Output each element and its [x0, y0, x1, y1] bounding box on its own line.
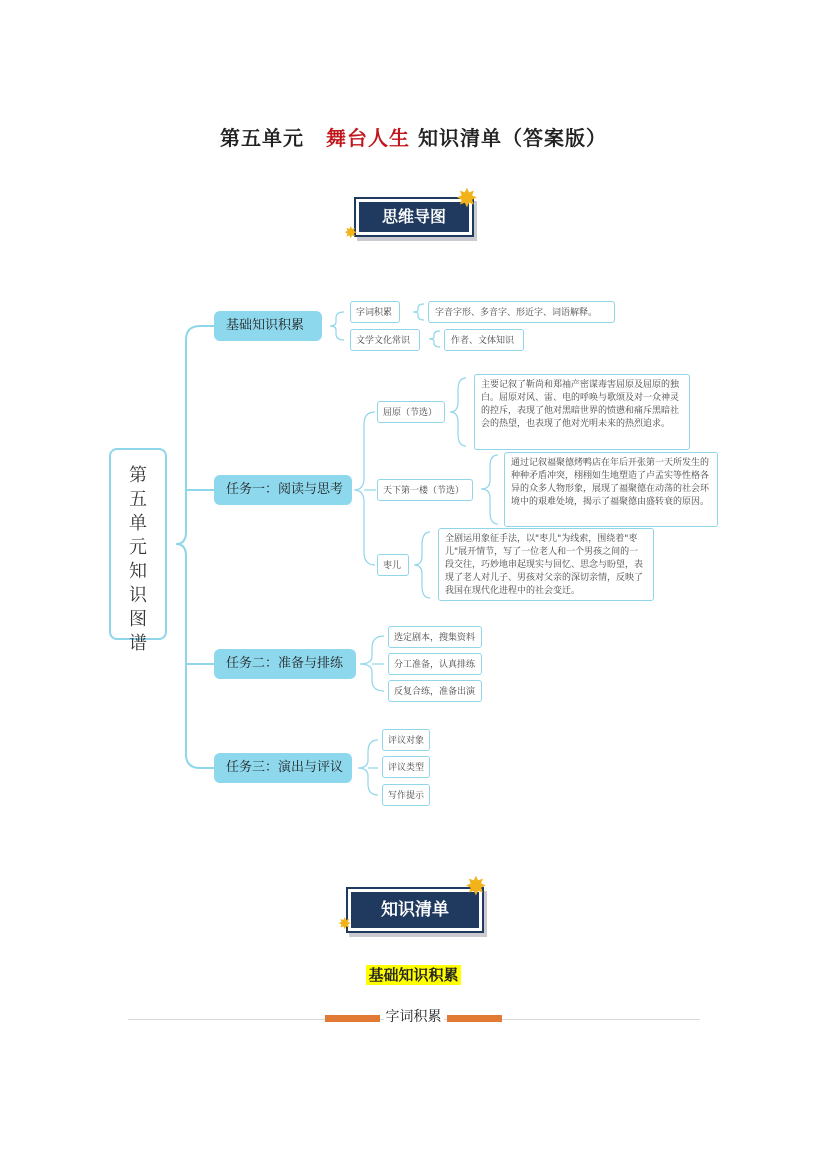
section-heading [0, 964, 827, 985]
node-vocabulary: 字词积累 [350, 301, 400, 323]
title-suffix: 知识清单（答案版） [418, 126, 607, 150]
section-heading-text: 基础知识积累 [368, 966, 459, 984]
node-tianxia-diyilou: 天下第一楼（节选） [377, 479, 473, 501]
detail-literary-knowledge: 作者、文体知识 [444, 329, 524, 351]
node-writing-tips: 写作提示 [382, 784, 430, 806]
branch-basic-knowledge: 基础知识积累 [214, 311, 322, 341]
title-theme: 舞台人生 [326, 126, 410, 150]
mindmap-root [109, 448, 167, 654]
node-quyuan: 屈原（节选） [377, 401, 445, 423]
branch-task-one: 任务一：阅读与思考 [214, 475, 352, 505]
star-icon: ✸ [465, 872, 487, 902]
node-zaoer: 枣儿 [377, 554, 409, 576]
knowledge-list-banner: 知识清单 [348, 889, 482, 931]
branch-task-two: 任务二：准备与排练 [214, 649, 356, 679]
detail-tianxia-diyilou: 通过记叙福聚德烤鸭店在年后开张第一天所发生的种种矛盾冲突，栩栩如生地塑造了卢孟实等性格各异的众多人物形象，展现了福聚德在动荡的社会环境中的艰难处境，揭示了福聚德由盛转衰的原因。 [504, 452, 718, 527]
detail-quyuan: 主要记叙了靳尚和郑袖产密谋毒害屈原及屈原的独白。屈原对风、雷、电的呼唤与歌颂及对一众神灵的控斥，表现了他对黑暗世界的愤懑和痛斥黑暗社会的热望，也表现了他对光明未来的热烈追求。 [474, 374, 690, 450]
mindmap-banner: 思维导图 [356, 199, 472, 235]
star-icon: ✸ [456, 184, 478, 214]
star-icon: ✸ [344, 223, 358, 242]
detail-zaoer: 全剧运用象征手法，以"枣儿"为线索，围绕着"枣儿"展开情节，写了一位老人和一个男孩之间的一段交往，巧妙地串起现实与回忆、思念与盼望，表现了老人对儿子、男孩对父亲的深切亲情，反映了我国在现代化进程中的社会变迁。 [438, 528, 654, 601]
branch-task-three: 任务三：演出与评议 [214, 753, 352, 783]
node-prepare-show: 反复合练，准备出演 [388, 680, 482, 702]
title-prefix: 第五单元 [220, 126, 304, 150]
node-literary-knowledge: 文学文化常识 [350, 329, 420, 351]
star-icon: ✸ [338, 914, 352, 933]
detail-vocabulary: 字音字形、多音字、形近字、词语解释。 [428, 301, 615, 323]
node-review-type: 评议类型 [382, 756, 430, 778]
node-rehearse: 分工准备，认真排练 [388, 653, 482, 675]
node-select-script: 选定剧本，搜集资料 [388, 626, 482, 648]
mindmap-root-label: 第五单元知识图谱 [129, 465, 147, 654]
section-subheading [0, 1006, 827, 1026]
section-subheading-text: 字词积累 [385, 1009, 442, 1025]
node-review-object: 评议对象 [382, 729, 430, 751]
